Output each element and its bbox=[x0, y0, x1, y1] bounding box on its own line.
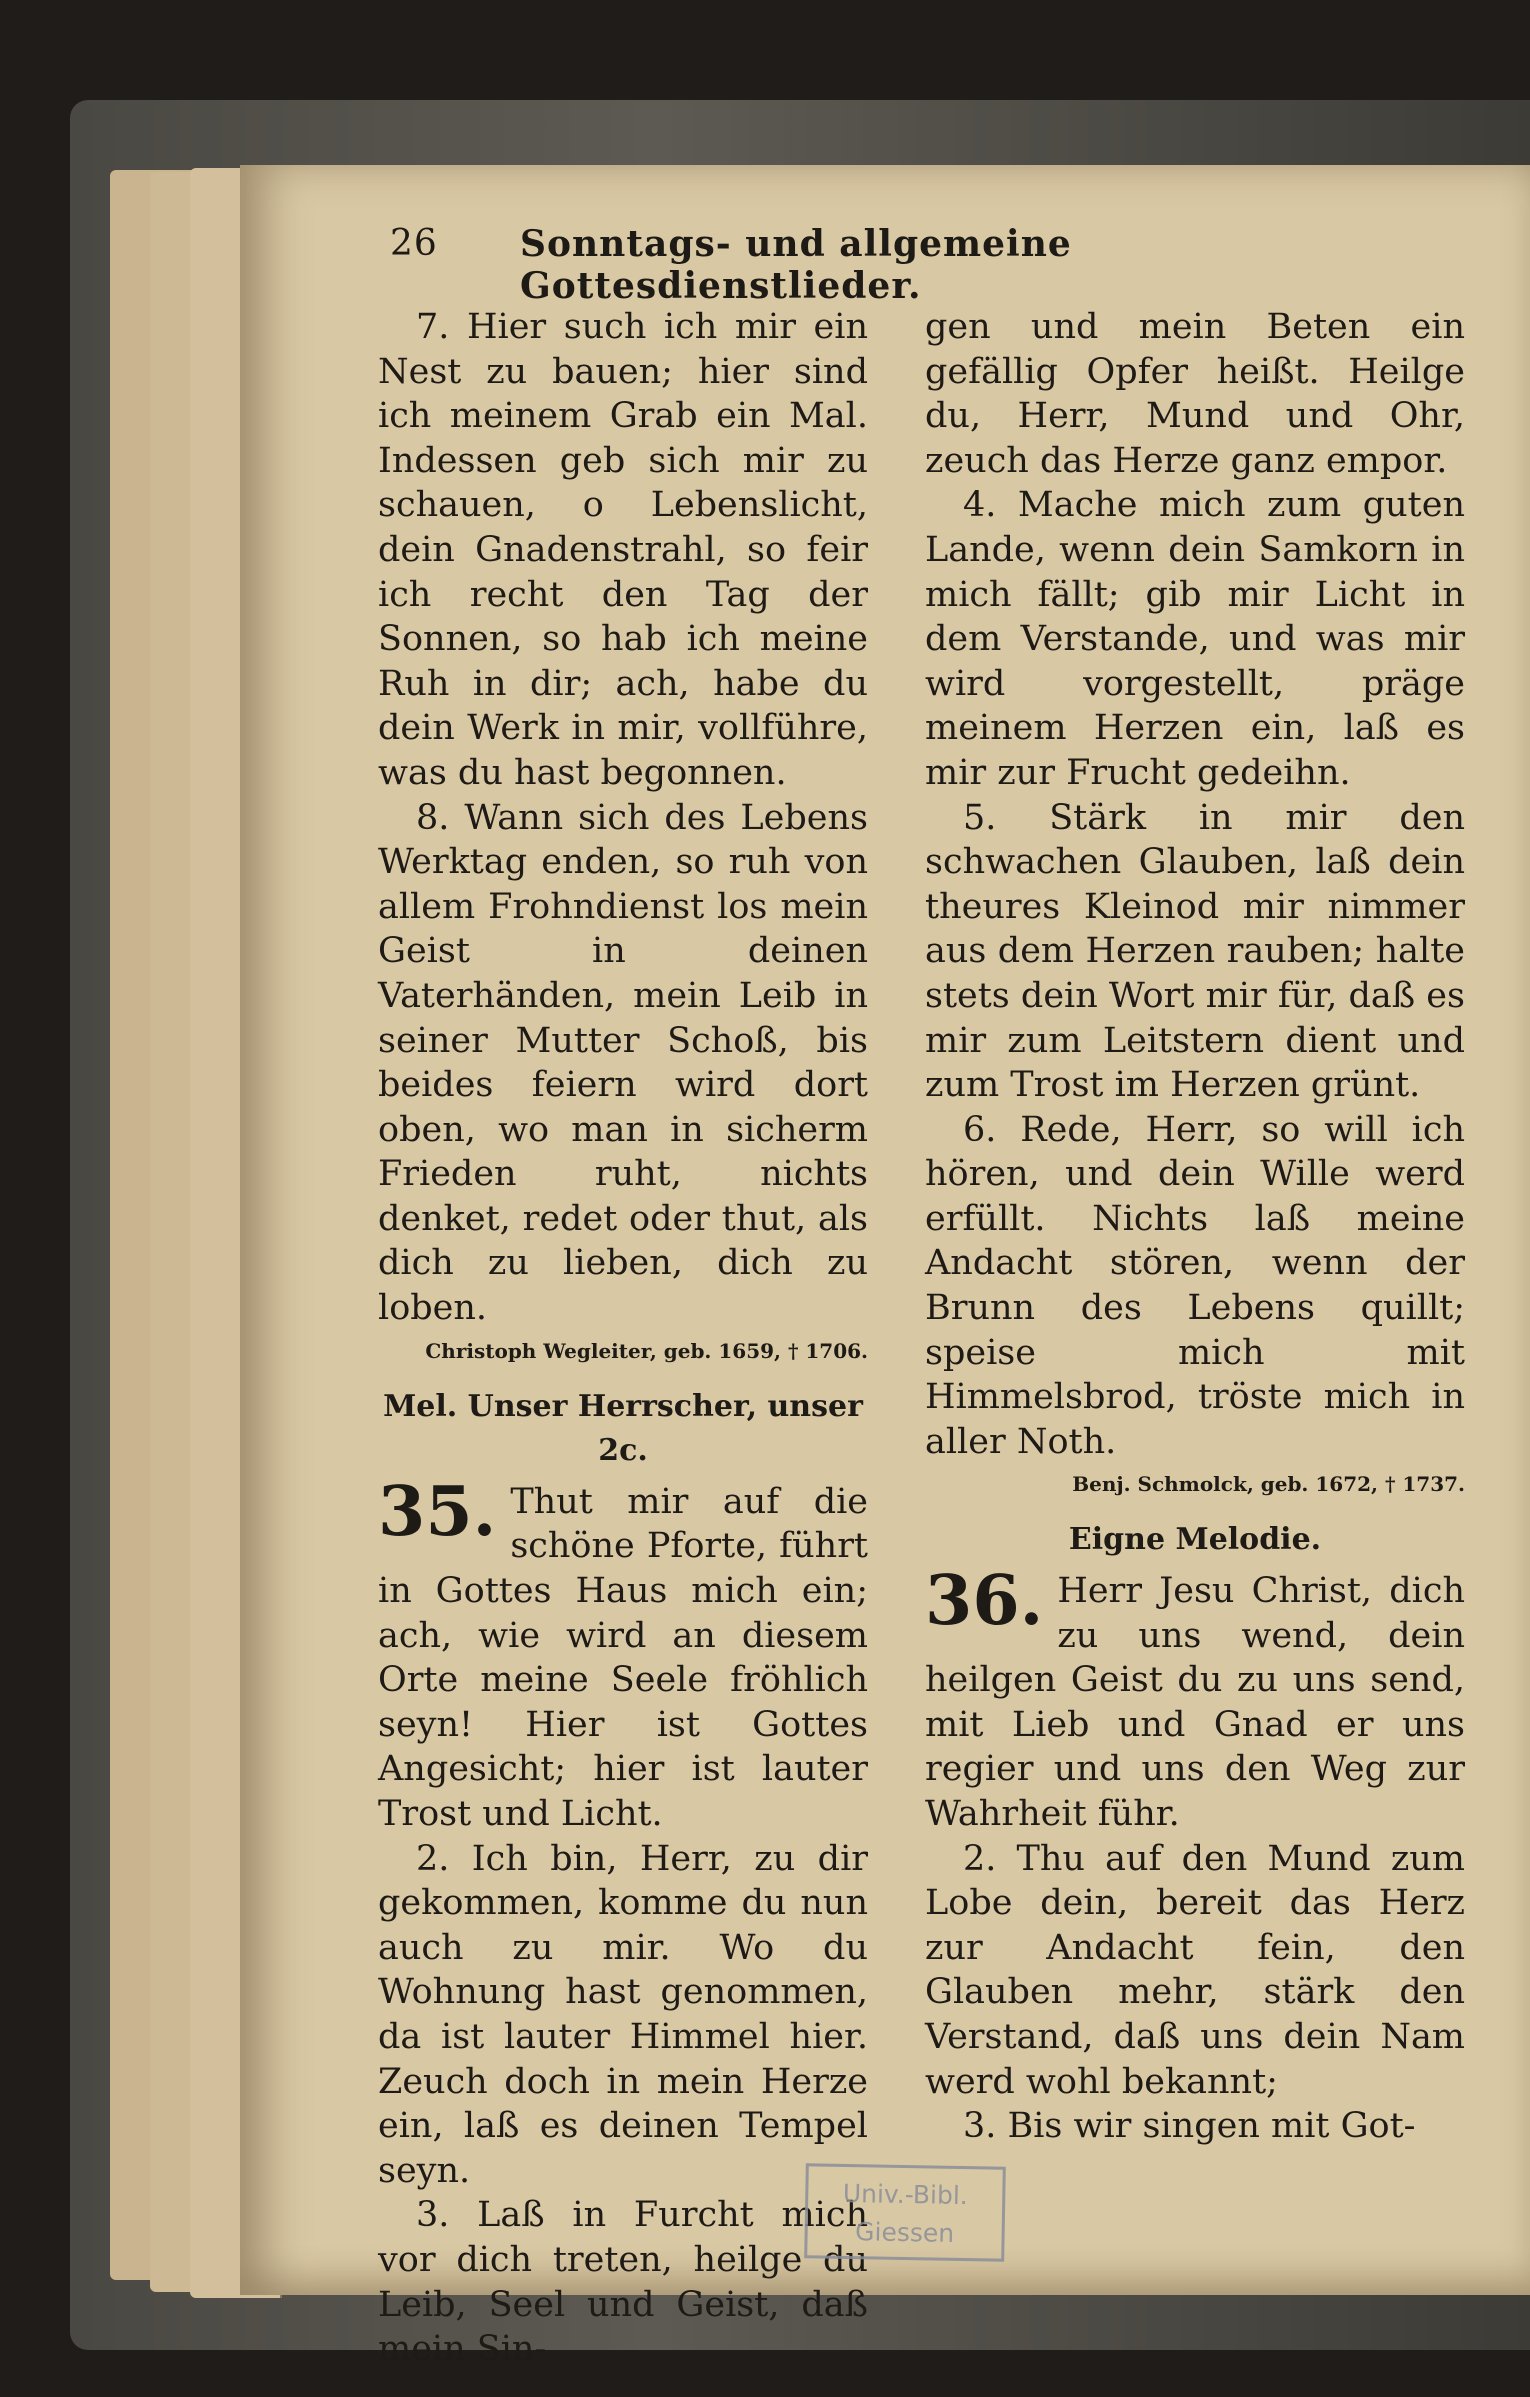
stanza: 8. Wann sich des Lebens Werktag enden, so ruh von allem Frohndienst los mein Geist in deinen Vaterhänden, mein Leib in seiner Mutter Schoß, bis beides feiern wird dort oben, wo man in sicherm Frieden ruht, nichts denket, redet oder thut, als dich zu lieben, dich zu loben. bbox=[378, 797, 868, 1329]
melody-heading: Eigne Melodie. bbox=[1068, 1522, 1322, 1558]
stanza: 4. Mache mich zum guten Lande, wenn dein Samkorn in mich fällt; gib mir Licht in dem Verstande, und was mir wird vorgestellt, präge meinem Herzen ein, laß es mir zur Frucht gedeihn. bbox=[925, 485, 1465, 793]
stanza: 5. Stärk in mir den schwachen Glauben, laß dein theures Kleinod mir nimmer aus dem Herzen rauben; halte stets dein Wort mir für, daß es mir zum Leitstern dient und zum Trost im Herzen grünt. bbox=[925, 797, 1465, 1106]
hymn-first-stanza bbox=[378, 1471, 868, 1837]
hymn-number: 35. bbox=[378, 1471, 497, 1552]
hymn-number: 36. bbox=[925, 1561, 1044, 1642]
stanza: 2. Thu auf den Mund zum Lobe dein, bereit das Herz zur Andacht fein, den Glauben mehr, stärk den Verstand, daß uns dein Nam werd wohl bekannt; bbox=[925, 1838, 1465, 2102]
book-page bbox=[240, 165, 1530, 2370]
author-attribution: Benj. Schmolck, geb. 1672, † 1737. bbox=[1072, 1472, 1465, 1497]
page-number: 26 bbox=[390, 223, 438, 264]
stamp-line: Univ.-Bibl. bbox=[842, 2178, 968, 2211]
hymn-first-stanza bbox=[925, 1561, 1465, 1837]
author-attribution: Christoph Wegleiter, geb. 1659, † 1706. bbox=[425, 1338, 868, 1363]
right-column bbox=[925, 305, 1465, 2149]
left-column bbox=[378, 305, 868, 2372]
stanza: 3. Laß in Furcht mich vor dich treten, heilge du Leib, Seel und Geist, daß mein Sin- bbox=[378, 2195, 868, 2370]
stanza-text: Herr Jesu Christ, dich zu uns wend, dein heilgen Geist du zu uns send, mit Lieb und Gnad er uns regier und uns den Weg zur Wahrheit führ. bbox=[925, 1571, 1465, 1834]
stanza: 7. Hier such ich mir ein Nest zu bauen; hier sind ich meinem Grab ein Mal. Indessen geb sich mir zu schauen, o Lebenslicht, dein Gnadenstrahl, so feir ich recht den Tag der Sonnen, so hab ich meine Ruh in dir; ach, habe du dein Werk in mir, vollführe, was du hast begonnen. bbox=[378, 307, 868, 793]
running-head-title: Sonntags- und allgemeine Gottesdienstlieder. bbox=[520, 223, 1072, 307]
stanza: 6. Rede, Herr, so will ich hören, und dein Wille werd erfüllt. Nichts laß meine Andacht stören, wenn der Brunn des Lebens quillt; speise mich mit Himmelsbrod, tröste mich in aller Noth. bbox=[925, 1109, 1465, 1462]
stanza: 2. Ich bin, Herr, zu dir gekommen, komme du nun auch zu mir. Wo du Wohnung hast genommen, da ist lauter Himmel hier. Zeuch doch in mein Herze ein, laß es deinen Tempel seyn. bbox=[378, 1838, 868, 2191]
stanza: 3. Bis wir singen mit Got- bbox=[963, 2106, 1416, 2147]
library-stamp bbox=[804, 2163, 1006, 2261]
melody-heading: Mel. Unser Herrscher, unser 2c. bbox=[383, 1388, 863, 1469]
stamp-line: Giessen bbox=[854, 2217, 955, 2248]
stanza-text: Thut mir auf die schöne Pforte, führt in Gottes Haus mich ein; ach, wie wird an diesem Orte meine Seele fröhlich seyn! Hier ist Gottes Angesicht; hier ist lauter Trost und Licht. bbox=[378, 1481, 868, 1834]
stanza-continuation: gen und mein Beten ein gefällig Opfer heißt. Heilge du, Herr, Mund und Ohr, zeuch das Herze ganz empor. bbox=[925, 307, 1465, 481]
